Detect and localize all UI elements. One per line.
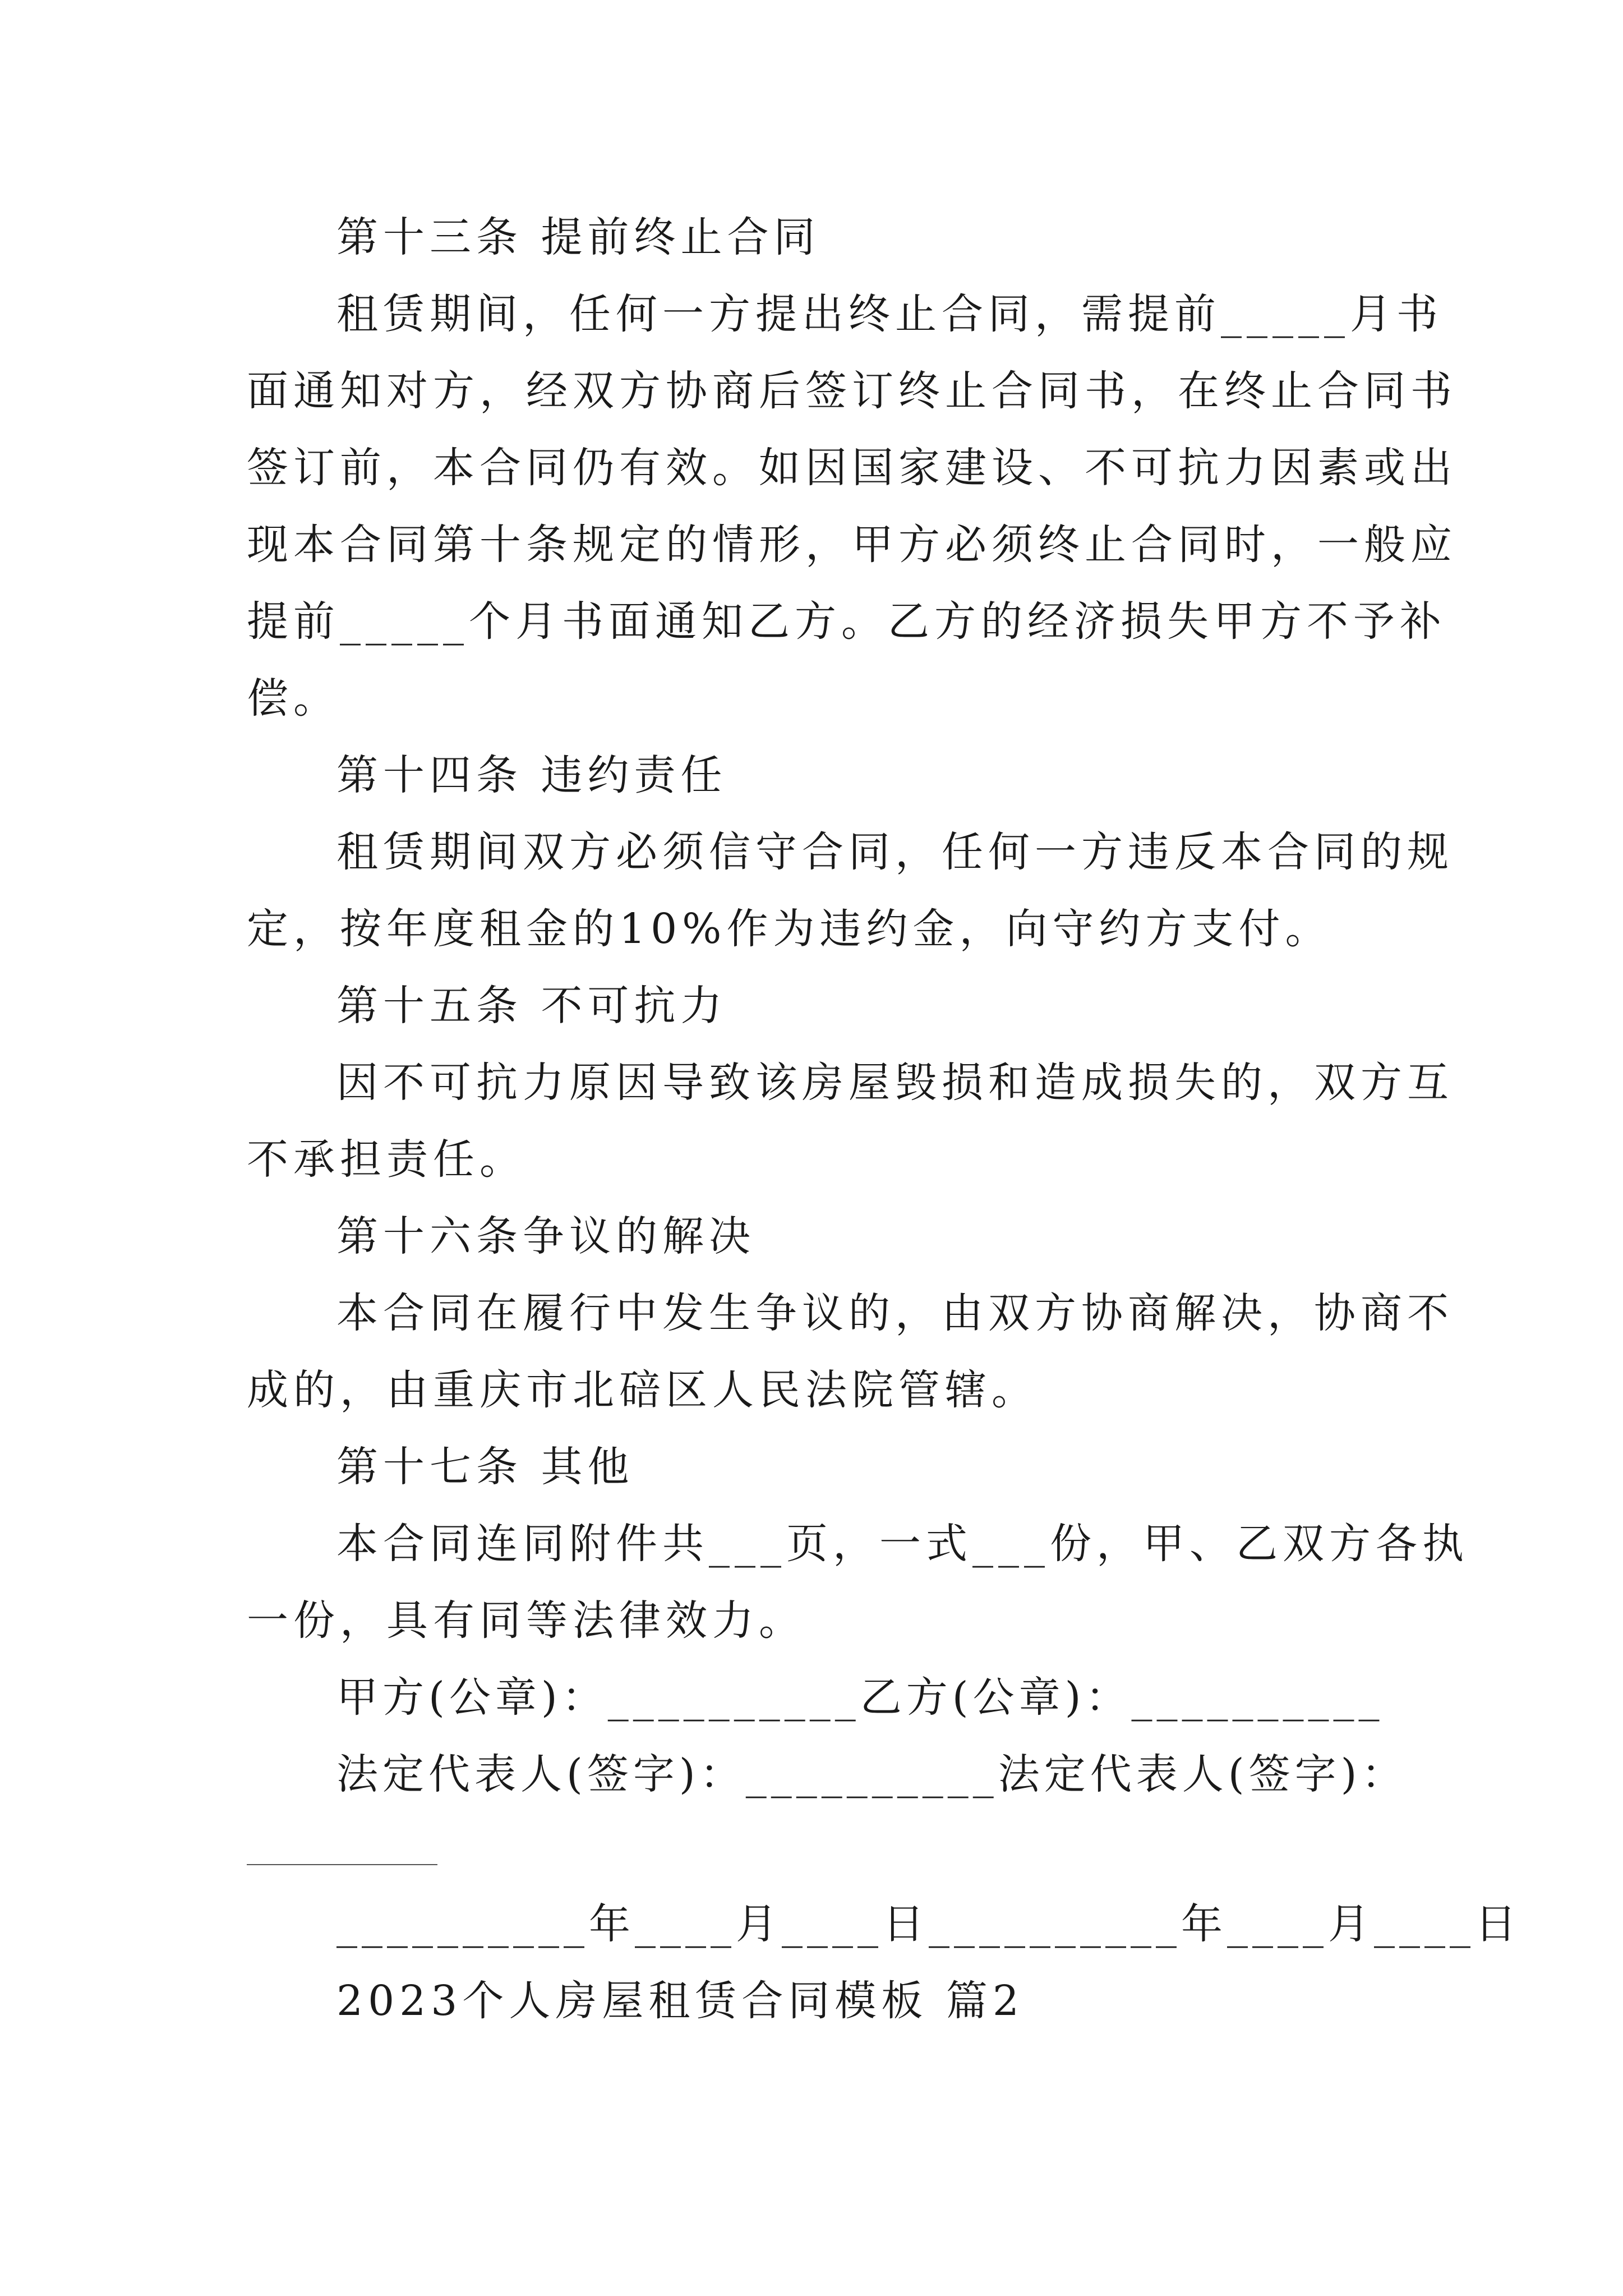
representative-signature-blank (247, 1864, 437, 1865)
next-section-title: 2023个人房屋租赁合同模板 篇2 (336, 1977, 1024, 2025)
article-14-line-1: 租赁期间双方必须信守合同，任何一方违反本合同的规 (336, 828, 1454, 876)
signing-date-line: __________年____月____日__________年____月____日 (336, 1900, 1521, 1948)
article-17-line-1: 本合同连同附件共___页，一式___份，甲、乙双方各执 (336, 1520, 1469, 1568)
article-13-line-5: 提前_____个月书面通知乙方。乙方的经济损失甲方不予补 (247, 597, 1446, 646)
legal-representatives-line: 法定代表人(签字)：__________法定代表人(签字)： (336, 1750, 1408, 1798)
article-14-line-2: 定，按年度租金的10%作为违约金，向守约方支付。 (247, 905, 1332, 953)
article-15-line-1: 因不可抗力原因导致该房屋毁损和造成损失的，双方互 (336, 1059, 1454, 1107)
article-16-line-2: 成的，由重庆市北碚区人民法院管辖。 (247, 1366, 1038, 1414)
article-13-heading: 第十三条 提前终止合同 (336, 213, 820, 261)
article-13-line-6: 偿。 (247, 674, 340, 723)
parties-seal-line: 甲方(公章)：__________乙方(公章)：__________ (336, 1673, 1384, 1722)
article-17-heading: 第十七条 其他 (336, 1443, 634, 1491)
article-13-line-3: 签订前，本合同仍有效。如因国家建设、不可抗力因素或出 (247, 444, 1457, 492)
article-13-line-1: 租赁期间，任何一方提出终止合同，需提前_____月书 (336, 290, 1443, 338)
article-13-line-2: 面通知对方，经双方协商后签订终止合同书，在终止合同书 (247, 367, 1457, 415)
article-15-heading: 第十五条 不可抗力 (336, 982, 727, 1030)
article-17-line-2: 一份，具有同等法律效力。 (247, 1596, 805, 1645)
article-16-line-1: 本合同在履行中发生争议的，由双方协商解决，协商不 (336, 1289, 1454, 1337)
article-14-heading: 第十四条 违约责任 (336, 751, 727, 799)
article-15-line-2: 不承担责任。 (247, 1135, 526, 1184)
article-16-heading: 第十六条争议的解决 (336, 1212, 755, 1260)
article-13-line-4: 现本合同第十条规定的情形，甲方必须终止合同时，一般应 (247, 521, 1457, 569)
